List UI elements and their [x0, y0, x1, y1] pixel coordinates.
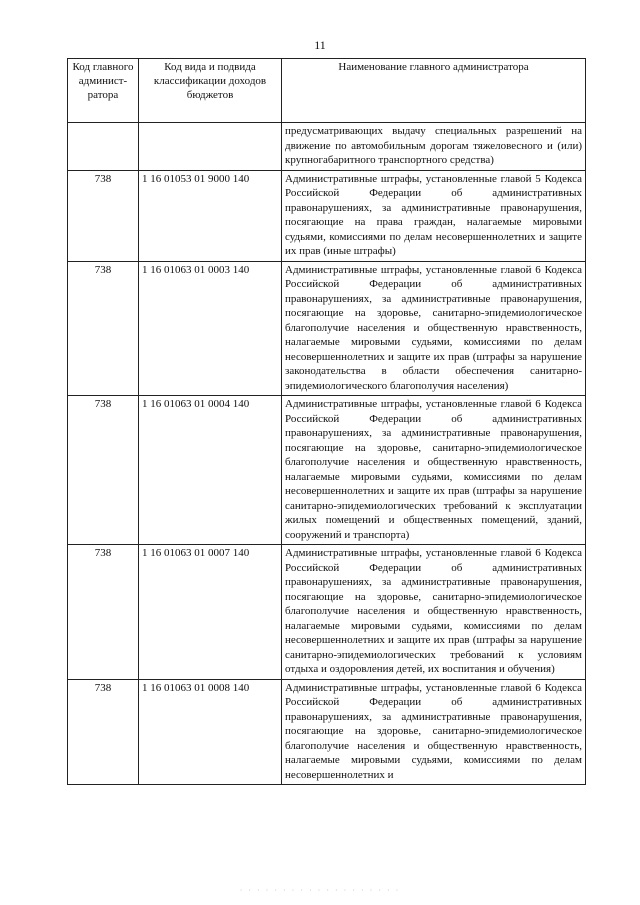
income-code-cell — [139, 123, 282, 171]
admin-code-cell: 738 — [68, 679, 139, 785]
admin-name-cell: Административные штрафы, установленные главой 6 Кодекса Российской Федерации об административных правонарушениях, за административные правонарушения, посягающие на здоровье, санитарно-эпидемиологическое благополучие населения и общественную нравственность, налагаемые мировыми судьями, комиссиями по делам несовершеннолетних и защите их прав (штрафы за нарушение санитарно-эпидемиологических требований к условиям отдыха и оздоровления детей, их воспитания и обучения) — [282, 545, 586, 680]
table-row — [68, 396, 586, 545]
admin-code-cell — [68, 123, 139, 171]
header-admin-name: Наименование главного администратора — [282, 59, 586, 123]
admin-name-cell: Административные штрафы, установленные главой 6 Кодекса Российской Федерации об административных правонарушениях, за административные правонарушения, посягающие на здоровье, санитарно-эпидемиологическое благополучие населения и общественную нравственность, налагаемые мировыми судьями, комиссиями по делам несовершеннолетних и защите их прав (штрафы за нарушение санитарно-эпидемиологических требований к эксплуатации жилых помещений и общественных помещений, зданий, сооружений и транспорта) — [282, 396, 586, 545]
admin-name-cell: Административные штрафы, установленные главой 5 Кодекса Российской Федерации об административных правонарушениях, за административные правонарушения, посягающие на права граждан, налагаемые мировыми судьями, комиссиями по делам несовершеннолетних и защите их прав (иные штрафы) — [282, 170, 586, 261]
table-row — [68, 679, 586, 785]
scan-artifact: · · · · · · · · · · · · · · · · · · · — [239, 886, 401, 895]
table-row — [68, 123, 586, 171]
table-row — [68, 170, 586, 261]
income-code-cell: 1 16 01063 01 0003 140 — [139, 261, 282, 396]
admin-code-cell: 738 — [68, 170, 139, 261]
header-admin-code: Код главного админист-ратора — [68, 59, 139, 123]
income-code-cell: 1 16 01053 01 9000 140 — [139, 170, 282, 261]
header-income-code: Код вида и подвида классификации доходов бюджетов — [139, 59, 282, 123]
table-row — [68, 261, 586, 396]
administrators-table — [67, 58, 586, 785]
page-number: 11 — [314, 38, 326, 52]
admin-name-cell: Административные штрафы, установленные главой 6 Кодекса Российской Федерации об административных правонарушениях, за административные правонарушения, посягающие на здоровье, санитарно-эпидемиологическое благополучие населения и общественную нравственность, налагаемые мировыми судьями, комиссиями по делам несовершеннолетних и — [282, 679, 586, 785]
admin-name-cell: Административные штрафы, установленные главой 6 Кодекса Российской Федерации об административных правонарушениях, за административные правонарушения, посягающие на здоровье, санитарно-эпидемиологическое благополучие населения и общественную нравственность, налагаемые мировыми судьями, комиссиями по делам несовершеннолетних и защите их прав (штрафы за нарушение законодательства в области обеспечения санитарно-эпидемиологического благополучия населения) — [282, 261, 586, 396]
table-header-row — [68, 59, 586, 123]
table-row — [68, 545, 586, 680]
admin-code-cell: 738 — [68, 545, 139, 680]
income-code-cell: 1 16 01063 01 0008 140 — [139, 679, 282, 785]
income-code-cell: 1 16 01063 01 0007 140 — [139, 545, 282, 680]
admin-code-cell: 738 — [68, 396, 139, 545]
income-code-cell: 1 16 01063 01 0004 140 — [139, 396, 282, 545]
admin-name-cell: предусматривающих выдачу специальных разрешений на движение по автомобильным дорогам тяжеловесного и (или) крупногабаритного транспортного средства) — [282, 123, 586, 171]
admin-code-cell: 738 — [68, 261, 139, 396]
